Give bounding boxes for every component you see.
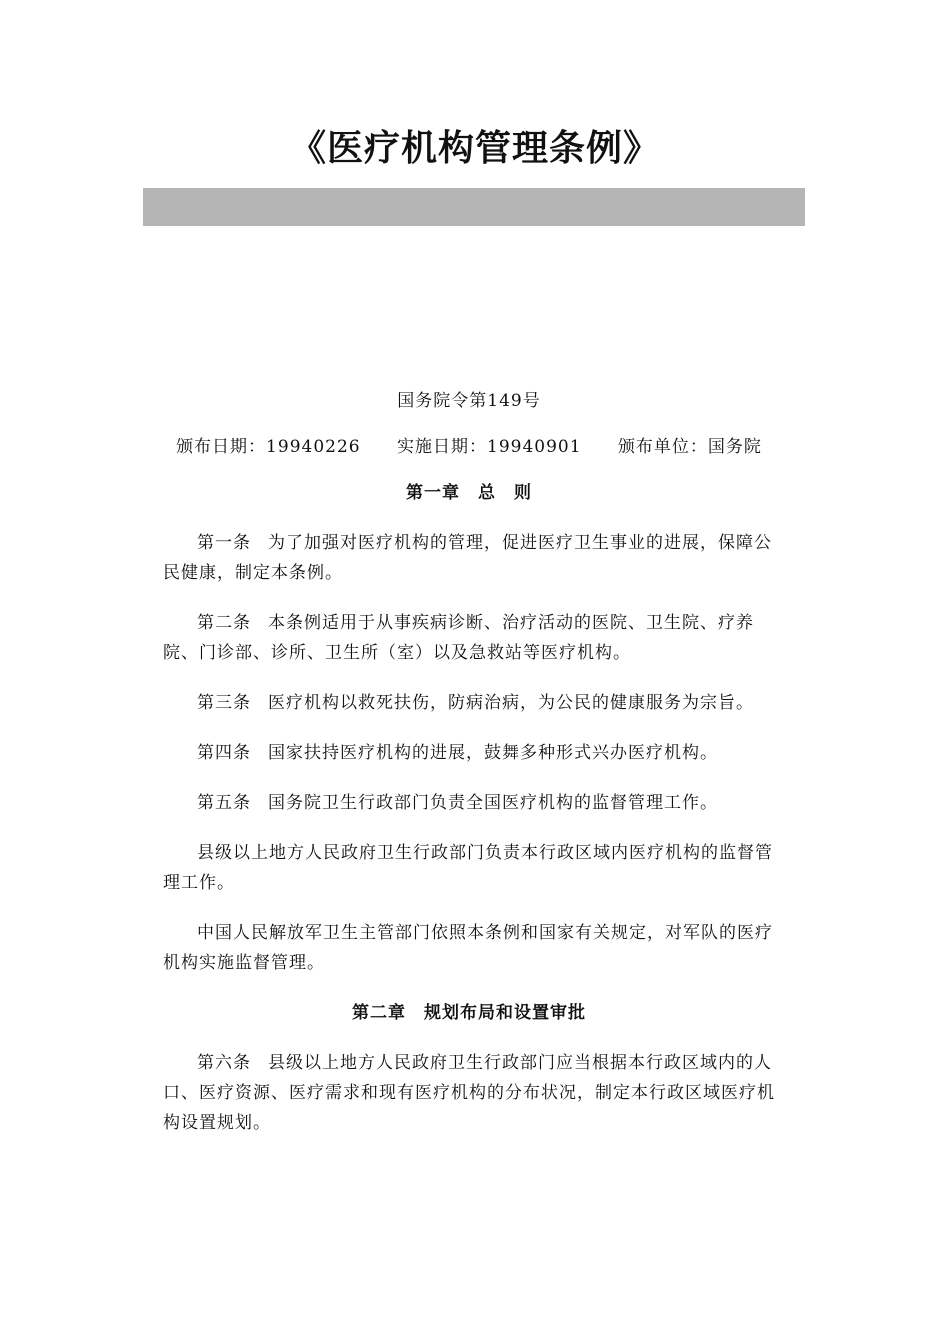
article-paragraph: [163, 688, 775, 718]
document-body: [163, 386, 775, 1158]
article-text: 医疗机构以救死扶伤，防病治病，为公民的健康服务为宗旨。: [268, 693, 754, 713]
article-number: 第六条: [197, 1053, 251, 1073]
body-paragraph: [163, 918, 775, 978]
article-text: 县级以上地方人民政府卫生行政部门应当根据本行政区域内的人口、医疗资源、医疗需求和现有医疗机构的分布状况，制定本行政区域医疗机构设置规划。: [163, 1053, 775, 1133]
paragraph-text: 县级以上地方人民政府卫生行政部门负责本行政区域内医疗机构的监督管理工作。: [163, 843, 773, 893]
effective-date: 实施日期：19940901: [397, 437, 582, 457]
promulgation-date: 颁布日期：19940226: [176, 437, 361, 457]
title-divider-bar: [143, 188, 805, 226]
article-number: 第二条: [197, 613, 251, 633]
article-paragraph: [163, 788, 775, 818]
article-paragraph: [163, 528, 775, 588]
paragraph-text: 中国人民解放军卫生主管部门依照本条例和国家有关规定，对军队的医疗机构实施监督管理。: [163, 923, 773, 973]
article-text: 为了加强对医疗机构的管理，促进医疗卫生事业的进展，保障公民健康，制定本条例。: [163, 533, 772, 583]
chapter-heading: 第二章 规划布局和设置审批: [352, 1003, 586, 1023]
article-paragraph: [163, 608, 775, 668]
article-text: 国家扶持医疗机构的进展，鼓舞多种形式兴办医疗机构。: [268, 743, 718, 763]
body-paragraph: [163, 838, 775, 898]
issuing-authority: 颁布单位：国务院: [617, 437, 762, 457]
article-number: 第三条: [197, 693, 251, 713]
document-meta: [163, 432, 775, 462]
article-text: 国务院卫生行政部门负责全国医疗机构的监督管理工作。: [268, 793, 718, 813]
article-text: 本条例适用于从事疾病诊断、治疗活动的医院、卫生院、疗养院、门诊部、诊所、卫生所（室）以及急救站等医疗机构。: [163, 613, 754, 663]
article-paragraph: [163, 738, 775, 768]
article-number: 第五条: [197, 793, 251, 813]
article-paragraph: [163, 1048, 775, 1138]
page-title: 《医疗机构管理条例》: [289, 127, 660, 169]
decree-number: 国务院令第149号: [397, 391, 541, 411]
article-number: 第四条: [197, 743, 251, 763]
chapter-heading: 第一章 总 则: [406, 483, 532, 503]
article-number: 第一条: [197, 533, 251, 553]
